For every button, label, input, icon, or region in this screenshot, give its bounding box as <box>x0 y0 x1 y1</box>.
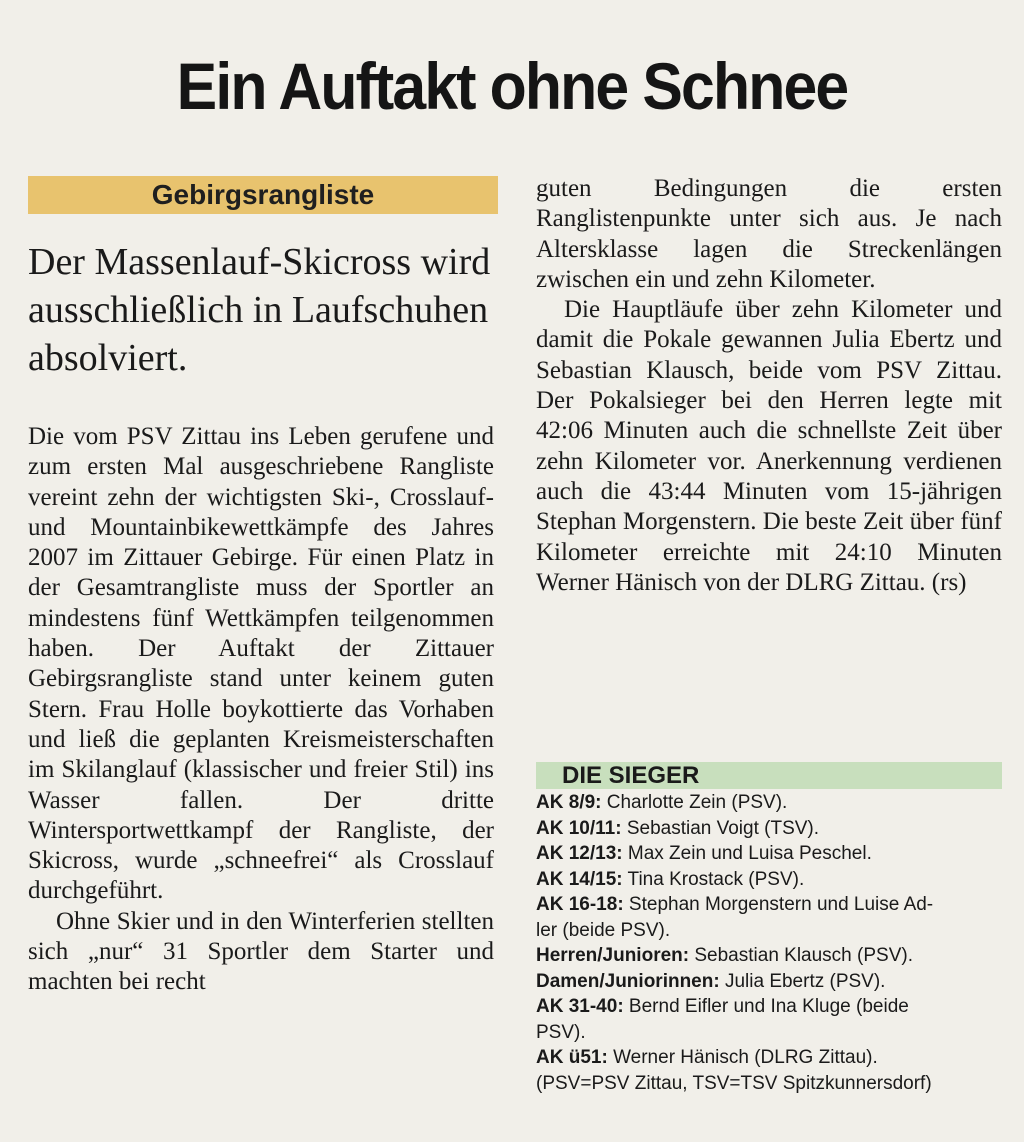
winner-names: Julia Ebertz (PSV). <box>719 970 886 992</box>
age-class: Herren/Junioren: <box>536 945 690 966</box>
article-column-right <box>536 174 1002 598</box>
winners-list <box>536 790 1006 1096</box>
winner-names: Sebastian Klausch (PSV). <box>689 945 913 966</box>
winner-entry <box>536 1020 1006 1046</box>
winner-names: Tina Krostack (PSV). <box>622 868 805 890</box>
age-class: AK 16-18: <box>536 894 624 915</box>
age-class: AK 8/9: <box>536 792 602 813</box>
age-class: AK ü51: <box>536 1047 608 1068</box>
winner-names: PSV). <box>536 1021 586 1043</box>
winner-names: ler (beide PSV). <box>536 919 671 941</box>
winner-entry <box>536 1071 1006 1097</box>
winner-names: Werner Hänisch (DLRG Zittau). <box>607 1047 878 1068</box>
winner-entry <box>536 867 1006 893</box>
age-class: AK 14/15: <box>536 868 623 890</box>
article-paragraph: guten Bedingungen die ersten Ranglistenpunkte unter sich aus. Je nach Altersklasse lagen die Streckenlängen zwischen ein und zehn Kilometer. <box>536 175 1002 293</box>
age-class: AK 12/13: <box>536 843 623 864</box>
headline: Ein Auftakt ohne Schnee <box>176 49 848 123</box>
winner-entry <box>536 943 1006 969</box>
winners-heading: DIE SIEGER <box>536 762 1002 789</box>
winner-entry <box>536 841 1006 867</box>
winner-names: Max Zein und Luisa Peschel. <box>622 843 872 864</box>
winner-names: Stephan Morgenstern und Luise Ad- <box>623 894 934 915</box>
winner-entry <box>536 816 1006 842</box>
age-class: AK 10/11: <box>536 817 622 839</box>
winner-names: Bernd Eifler und Ina Kluge (beide <box>623 996 909 1017</box>
winner-names: Sebastian Voigt (TSV). <box>621 817 820 839</box>
article-paragraph: Ohne Skier und in den Winterferien stellten sich „nur“ 31 Sportler dem Starter und machten bei recht <box>28 907 494 996</box>
age-class: Damen/Juniorinnen: <box>536 970 720 992</box>
winner-entry <box>536 1045 1006 1071</box>
winner-entry <box>536 969 1006 995</box>
winner-names: Charlotte Zein (PSV). <box>601 792 788 813</box>
article-paragraph: Die Hauptläufe über zehn Kilometer und damit die Pokale gewannen Julia Ebertz und Sebastian Klausch, beide vom PSV Zittau. Der Pokalsieger bei den Herren legte mit 42:06 Minuten auch die schnellste Zeit über zehn Kilometer vor. Anerkennung verdienen auch die 43:44 Minuten vom 15-jährigen Stephan Morgenstern. Die beste Zeit über fünf Kilometer erreichte mit 24:10 Minuten Werner Hänisch von der DLRG Zittau. (rs) <box>536 296 1002 596</box>
winner-entry <box>536 892 1006 918</box>
article-paragraph: Die vom PSV Zittau ins Leben gerufene und zum ersten Mal ausgeschriebene Rangliste vereint zehn der wichtigsten Ski-, Crosslauf- und Mountainbikewettkämpfe des Jahres 2007 im Zittauer Gebirge. Für einen Platz in der Gesamtrangliste muss der Sportler an mindestens fünf Wettkämpfen teilgenommen haben. Der Auftakt der Zittauer Gebirgsrangliste stand unter keinem guten Stern. Frau Holle boykottierte das Vorhaben und ließ die geplanten Kreismeisterschaften im Skilanglauf (klassischer und freier Stil) ins Wasser fallen. Der dritte Wintersportwettkampf der Rangliste, der Skicross, wurde „schneefrei“ als Crosslauf durchgeführt. <box>28 423 494 905</box>
subheadline: Der Massenlauf-Skicross wird ausschließlich in Laufschuhen absolviert. <box>28 241 491 379</box>
winner-entry <box>536 918 1006 944</box>
winner-entry <box>536 994 1006 1020</box>
winner-names: (PSV=PSV Zittau, TSV=TSV Spitzkunnersdorf) <box>536 1072 932 1094</box>
winner-entry <box>536 790 1006 816</box>
age-class: AK 31-40: <box>536 996 624 1017</box>
article-column-left <box>28 422 494 998</box>
section-kicker: Gebirgsrangliste <box>28 176 498 214</box>
